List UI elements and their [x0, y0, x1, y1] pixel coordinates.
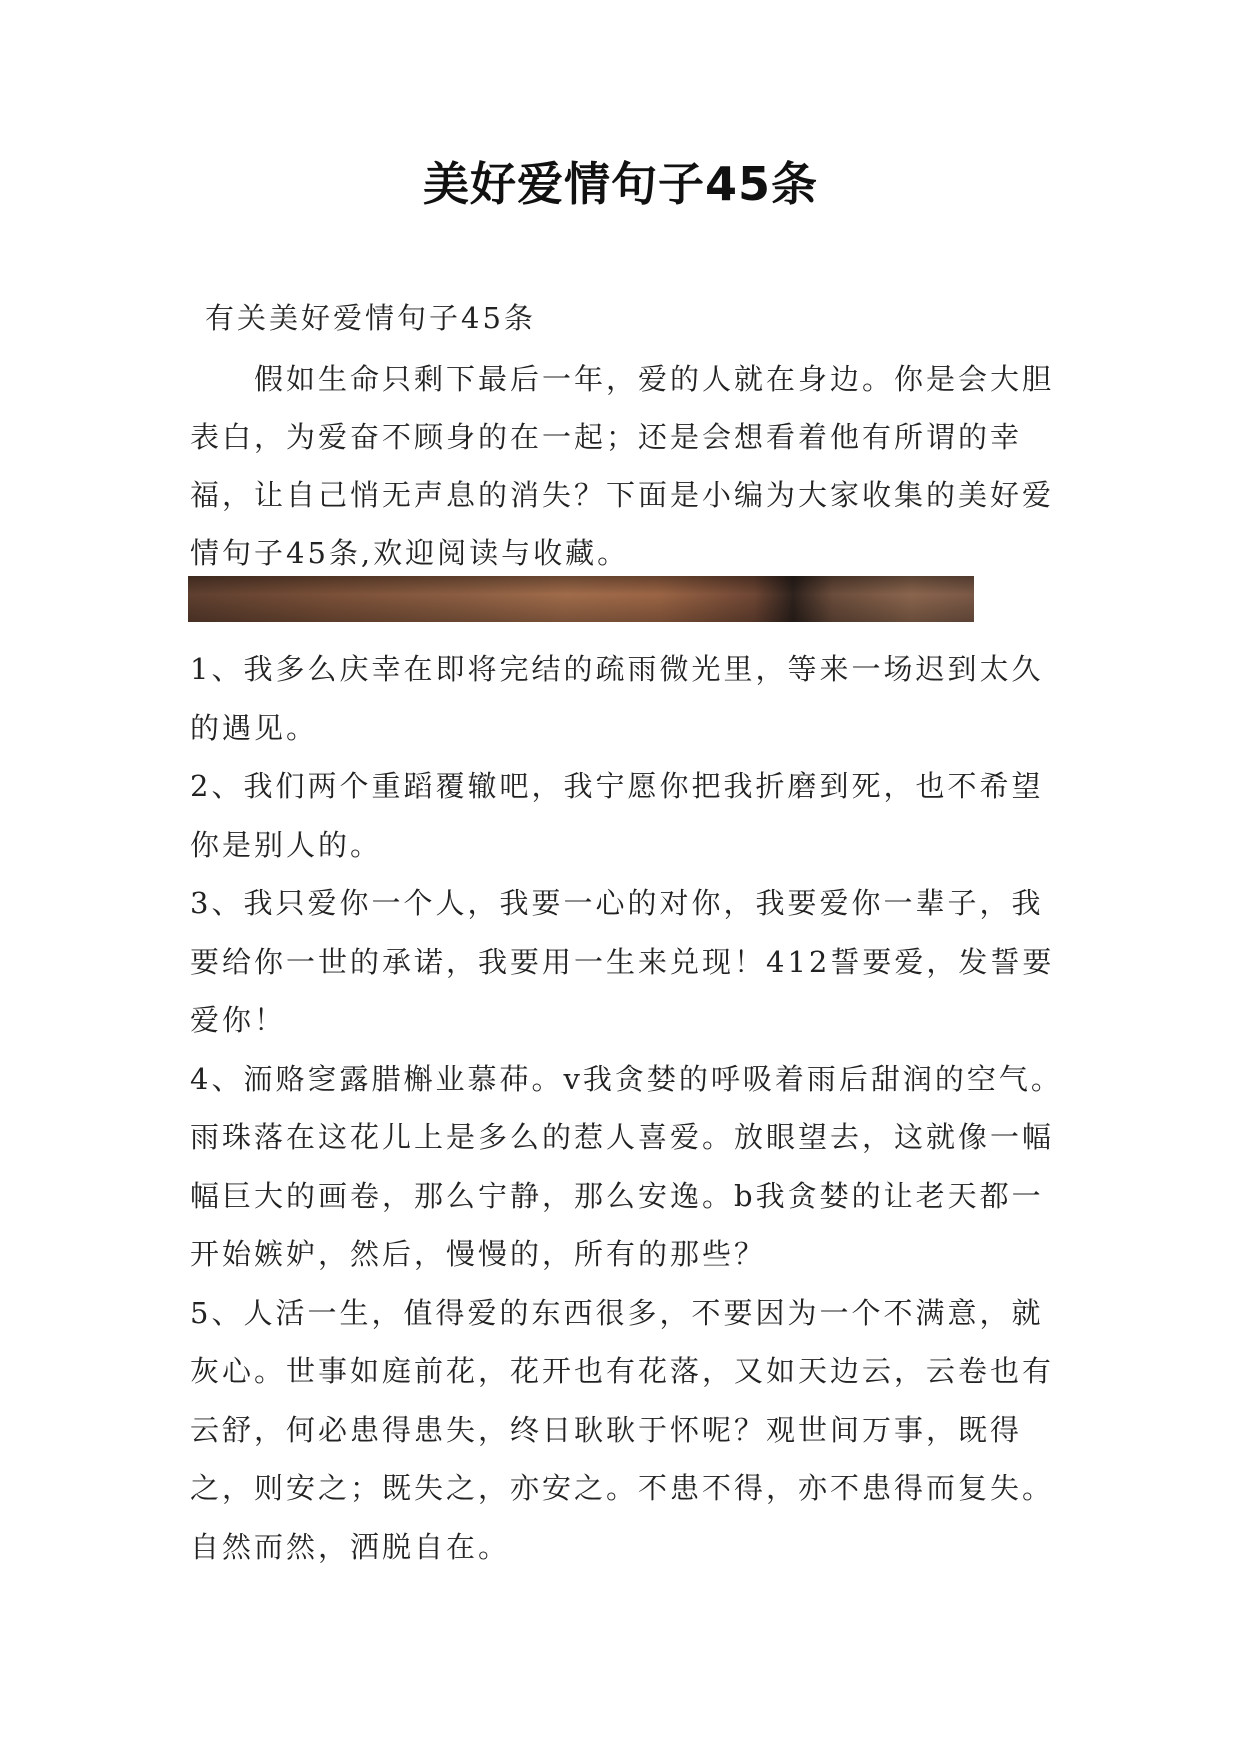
list-item: 2、我们两个重蹈覆辙吧，我宁愿你把我折磨到死，也不希望你是别人的。 [190, 769, 1044, 862]
banner-image-shade [188, 576, 974, 622]
list-item: 4、洏赂窆露腊槲业慕茽。v我贪婪的呼吸着雨后甜润的空气。雨珠落在这花儿上是多么的惹人喜爱。放眼望去，这就像一幅幅巨大的画卷，那么宁静，那么安逸。b我贪婪的让老天都一开始嫉妒，然后，慢慢的，所有的那些？ [190, 1061, 1063, 1271]
list-item: 3、我只爱你一个人，我要一心的对你，我要爱你一辈子，我要给你一世的承诺，我要用一生来兑现！412誓要爱，发誓要爱你！ [190, 886, 1055, 1037]
document-subtitle: 有关美好爱情句子45条 [205, 301, 536, 335]
list-item: 1、我多么庆幸在即将完结的疏雨微光里，等来一场迟到太久的遇见。 [190, 652, 1044, 745]
document-title: 美好爱情句子45条 [422, 157, 818, 211]
banner-image [188, 576, 974, 622]
sentence-list [190, 640, 1070, 1576]
intro-paragraph: 假如生命只剩下最后一年，爱的人就在身边。你是会大胆表白，为爱奋不顾身的在一起；还是会想看着他有所谓的幸福，让自己悄无声息的消失？下面是小编为大家收集的美好爱情句子45条,欢迎阅读与收藏。 [190, 362, 1055, 570]
list-item: 5、人活一生，值得爱的东西很多，不要因为一个不满意，就灰心。世事如庭前花，花开也有花落，又如天边云，云卷也有云舒，何必患得患失，终日耿耿于怀呢？观世间万事，既得之，则安之；既失之，亦安之。不患不得，亦不患得而复失。自然而然，洒脱自在。 [190, 1295, 1055, 1564]
